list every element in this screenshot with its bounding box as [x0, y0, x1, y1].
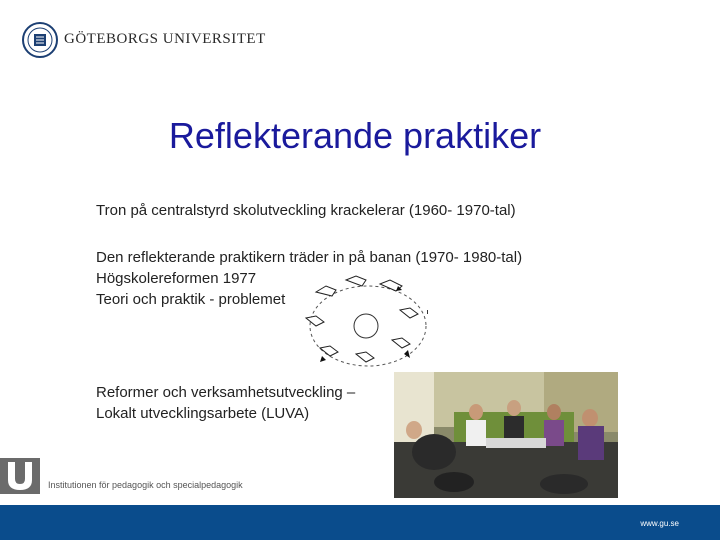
bullet-text: Den reflekterande praktikern träder in på banan (1970- 1980-tal) — [96, 249, 523, 266]
department-u-logo-icon — [0, 458, 40, 494]
department-name: Institutionen för pedagogik och specialpedagogik — [48, 480, 243, 490]
slide-title: Reflekterande praktiker — [168, 115, 542, 156]
university-seal-icon — [22, 22, 58, 58]
footer-bar — [0, 505, 720, 540]
shoes-cycle-diagram-icon — [296, 270, 438, 374]
group-meeting-photo-icon — [394, 372, 618, 498]
bullet-text: Lokalt utvecklingsarbete (LUVA) — [96, 405, 310, 422]
university-name: GÖTEBORGS UNIVERSITET — [64, 31, 266, 47]
bullet-text: Teori och praktik - problemet — [96, 291, 286, 308]
bullet-text: Tron på centralstyrd skolutveckling krackelerar (1960- 1970-tal) — [96, 202, 516, 219]
bullet-text: Reformer och verksamhetsutveckling – — [96, 384, 356, 401]
bullet-text: Högskolereformen 1977 — [96, 270, 257, 287]
footer-url[interactable]: www.gu.se — [640, 519, 679, 528]
